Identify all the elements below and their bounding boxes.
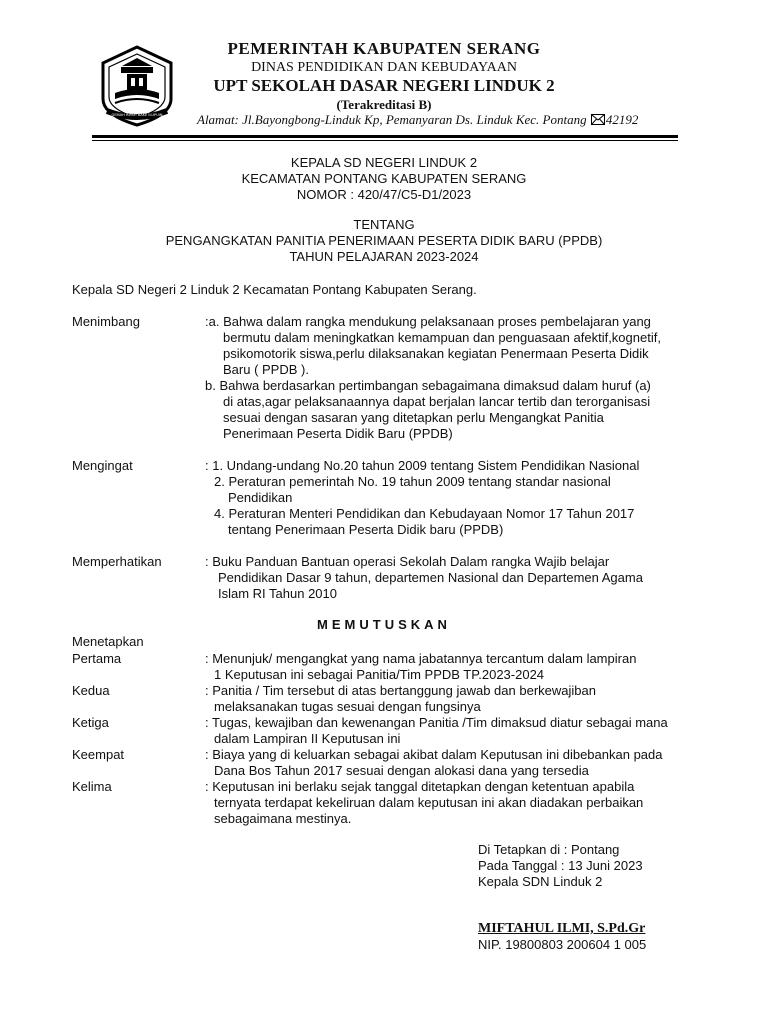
letterhead-rule-thin	[92, 140, 678, 141]
menetapkan-label: Menetapkan	[72, 634, 144, 649]
mengingat-line: 2. Peraturan pemerintah No. 19 tahun 2009 tentang standar nasional	[214, 474, 611, 489]
mengingat-label: Mengingat	[72, 458, 133, 473]
menimbang-line: :a. Bahwa dalam rangka mendukung pelaksanaan proses pembelajaran yang	[205, 314, 651, 329]
letterhead-school-name: UPT SEKOLAH DASAR NEGERI LINDUK 2	[213, 76, 555, 95]
menimbang-label: Menimbang	[72, 314, 140, 329]
mengingat-line: : 1. Undang-undang No.20 tahun 2009 tentang Sistem Pendidikan Nasional	[205, 458, 640, 473]
item-text: : Biaya yang di keluarkan sebagai akibat dalam Keputusan ini dibebankan pada	[205, 747, 663, 762]
memperhatikan-line: Islam RI Tahun 2010	[218, 586, 337, 601]
memutuskan-heading: MEMUTUSKAN	[317, 617, 451, 632]
menimbang-line: Penerimaan Peserta Didik Baru (PPDB)	[223, 426, 453, 441]
menimbang-line: bermutu dalam meningkatkan kemampuan dan penguasaan afektif,kognetif,	[223, 330, 661, 345]
item-label: Ketiga	[72, 715, 109, 730]
item-text: sebagaimana mestinya.	[214, 811, 352, 826]
letterhead-department: DINAS PENDIDIKAN DAN KEBUDAYAAN	[251, 60, 517, 75]
item-text: : Menunjuk/ mengangkat yang nama jabatannya tercantum dalam lampiran	[205, 651, 637, 666]
menimbang-line: Baru ( PPDB ).	[223, 362, 309, 377]
closing-place: Di Tetapkan di : Pontang	[478, 842, 620, 857]
item-label: Kelima	[72, 779, 112, 794]
menimbang-line: b. Bahwa berdasarkan pertimbangan sebagaimana dimaksud dalam huruf (a)	[205, 378, 651, 393]
item-text: : Keputusan ini berlaku sejak tanggal ditetapkan dengan ketentuan apabila	[205, 779, 635, 794]
letterhead-accreditation: (Terakreditasi B)	[336, 97, 432, 112]
closing-date: Pada Tanggal : 13 Juni 2023	[478, 858, 643, 873]
mengingat-line: tentang Penerimaan Peserta Didik baru (PPDB)	[228, 522, 504, 537]
memperhatikan-line: Pendidikan Dasar 9 tahun, departemen Nasional dan Departemen Agama	[218, 570, 643, 585]
item-label: Kedua	[72, 683, 110, 698]
title-tentang: TENTANG	[353, 217, 415, 232]
item-label: Pertama	[72, 651, 122, 666]
memperhatikan-label: Memperhatikan	[72, 554, 162, 569]
memperhatikan-line: : Buku Panduan Bantuan operasi Sekolah Dalam rangka Wajib belajar	[205, 554, 610, 569]
mengingat-line: Pendidikan	[228, 490, 293, 505]
menimbang-line: sesuai dengan sasaran yang ditetapkan perlu Mengangkat Panitia	[223, 410, 604, 425]
item-label: Keempat	[72, 747, 125, 762]
item-text: 1 Keputusan ini sebagai Panitia/Tim PPDB TP.2023-2024	[214, 667, 545, 682]
item-text: : Panitia / Tim tersebut di atas bertanggung jawab dan berkewajiban	[205, 683, 596, 698]
item-text: : Tugas, kewajiban dan kewenangan Panitia /Tim dimaksud diatur sebagai mana	[205, 715, 668, 730]
letterhead-rule-thick	[92, 135, 678, 138]
title-district: KECAMATAN PONTANG KABUPATEN SERANG	[241, 171, 527, 186]
signer-name: MIFTAHUL ILMI, S.Pd.Gr	[478, 921, 646, 936]
item-text: ternyata terdapat kekeliruan dalam keputusan ini akan diadakan perbaikan	[214, 795, 644, 810]
item-text: dalam Lampiran II Keputusan ini	[214, 731, 401, 746]
menimbang-line: psikomotorik siswa,perlu dilaksanakan kegiatan Penermaan Peserta Didik	[223, 346, 649, 361]
envelope-icon	[591, 114, 605, 125]
menimbang-line: di atas,agar pelaksanaannya dapat berjalan lancar tertib dan terorganisasi	[223, 394, 651, 409]
title-year: TAHUN PELAJARAN 2023-2024	[289, 249, 479, 264]
letterhead-address: Alamat: Jl.Bayongbong-Linduk Kp, Pemanyaran Ds. Linduk Kec. Pontang 42192	[197, 112, 639, 127]
item-text: melaksanakan tugas sesuai dengan fungsinya	[214, 699, 481, 714]
item-text: Dana Bos Tahun 2017 sesuai dengan alokasi dana yang tersedia	[214, 763, 589, 778]
signer-nip: NIP. 19800803 200604 1 005	[478, 937, 647, 952]
logo-motto: GEMAH RIPAH BAKE ILUPUIN	[111, 113, 163, 117]
closing-role: Kepala SDN Linduk 2	[478, 874, 603, 889]
letterhead-government: PEMERINTAH KABUPATEN SERANG	[227, 39, 541, 58]
mengingat-line: 4. Peraturan Menteri Pendidikan dan Kebudayaan Nomor 17 Tahun 2017	[214, 506, 635, 521]
intro-text: Kepala SD Negeri 2 Linduk 2 Kecamatan Pontang Kabupaten Serang.	[72, 282, 477, 297]
title-head: KEPALA SD NEGERI LINDUK 2	[290, 155, 478, 170]
title-number: NOMOR : 420/47/C5-D1/2023	[296, 187, 472, 202]
title-subject: PENGANGKATAN PANITIA PENERIMAAN PESERTA DIDIK BARU (PPDB)	[165, 233, 603, 248]
